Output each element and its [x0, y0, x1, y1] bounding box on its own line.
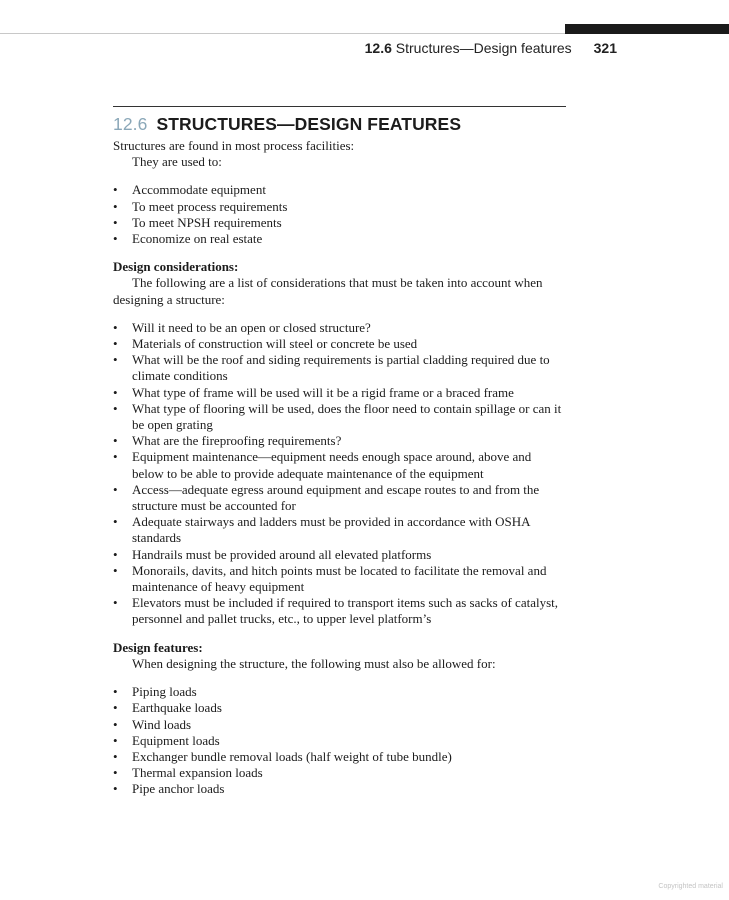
list-item: • Elevators must be included if required to transport items such as sacks of catalyst, personnel and pallet trucks, etc., to upper level platform’s: [113, 595, 566, 627]
design-features-list: [113, 684, 566, 797]
running-head: [365, 40, 617, 56]
design-considerations-list: [113, 320, 566, 628]
list-item: • Access—adequate egress around equipment and escape routes to and from the structure must be accounted for: [113, 482, 566, 514]
list-item: • Pipe anchor loads: [113, 781, 566, 797]
list-item: • What type of flooring will be used, does the floor need to contain spillage or can it be open grating: [113, 401, 566, 433]
list-item: • Equipment maintenance—equipment needs enough space around, above and below to be able to provide adequate maintenance of the equipment: [113, 449, 566, 481]
copyright-watermark: Copyrighted material: [658, 883, 723, 890]
list-item: • Thermal expansion loads: [113, 765, 566, 781]
list-item: • What will be the roof and siding requirements is partial cladding required due to climate conditions: [113, 352, 566, 384]
page-body: [113, 106, 566, 798]
design-considerations-heading: Design considerations:: [113, 259, 239, 275]
running-head-title: Structures—Design features: [395, 40, 572, 56]
list-item: • Exchanger bundle removal loads (half weight of tube bundle): [113, 749, 566, 765]
section-rule: [113, 106, 566, 107]
list-item: • Earthquake loads: [113, 700, 566, 716]
design-features-heading: Design features:: [113, 639, 203, 655]
list-item: • What type of frame will be used will it be a rigid frame or a braced frame: [113, 385, 566, 401]
list-item: • To meet process requirements: [113, 199, 566, 215]
intro-line-2: They are used to:: [132, 154, 222, 170]
intro-line-1: Structures are found in most process facilities:: [113, 138, 355, 153]
list-item: • Piping loads: [113, 684, 566, 700]
list-item: • Will it need to be an open or closed structure?: [113, 320, 566, 336]
list-item: • Materials of construction will steel or concrete be used: [113, 336, 566, 352]
section-number: 12.6: [113, 114, 148, 134]
design-considerations-intro: The following are a list of considerations that must be taken into account when designing a structure:: [113, 275, 543, 307]
header-bar: [565, 24, 729, 34]
list-item: • Economize on real estate: [113, 231, 566, 247]
page-number: 321: [593, 40, 617, 56]
section-heading: [113, 114, 566, 134]
list-item: • Equipment loads: [113, 733, 566, 749]
list-item: • Monorails, davits, and hitch points must be located to facilitate the removal and maintenance of heavy equipment: [113, 563, 566, 595]
list-item: • Wind loads: [113, 717, 566, 733]
uses-list: [113, 182, 566, 247]
section-title: STRUCTURES—DESIGN FEATURES: [156, 114, 462, 134]
running-head-section-number: 12.6: [364, 40, 392, 56]
list-item: • To meet NPSH requirements: [113, 215, 566, 231]
list-item: • Adequate stairways and ladders must be provided in accordance with OSHA standards: [113, 514, 566, 546]
list-item: • Accommodate equipment: [113, 182, 566, 198]
list-item: • Handrails must be provided around all elevated platforms: [113, 547, 566, 563]
design-features-intro: When designing the structure, the following must also be allowed for:: [132, 655, 496, 671]
list-item: • What are the fireproofing requirements?: [113, 433, 566, 449]
